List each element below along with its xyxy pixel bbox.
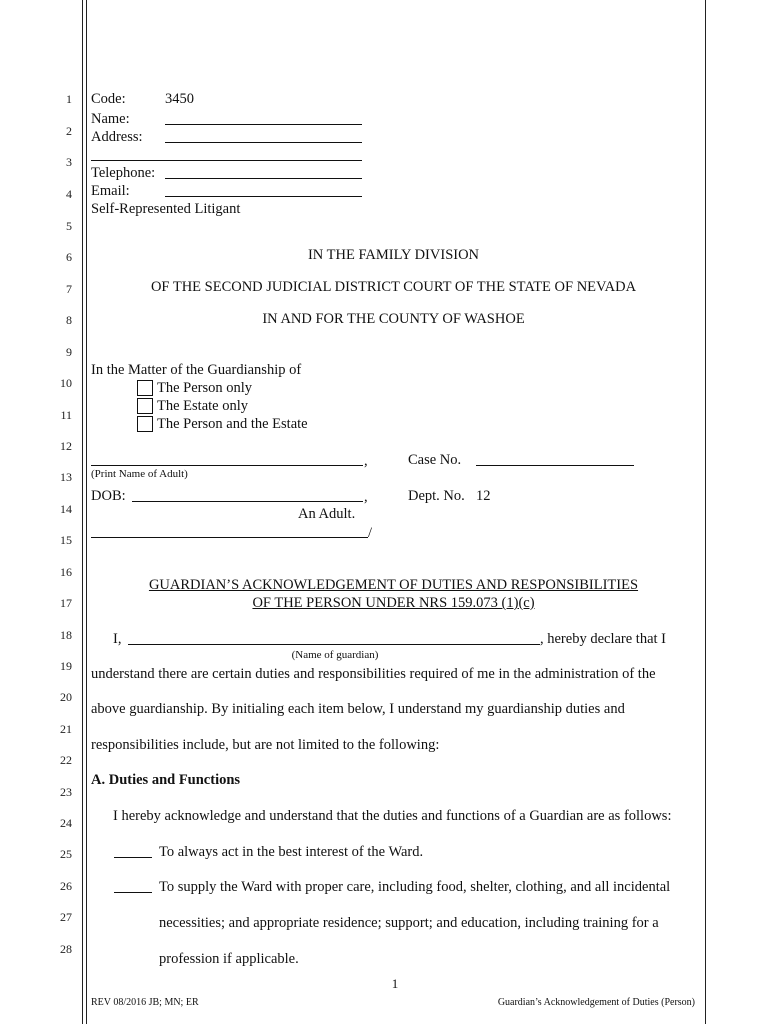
initial-field-1[interactable] (114, 857, 152, 858)
name-field[interactable] (165, 124, 362, 125)
line-number: 7 (66, 282, 72, 296)
line-number: 5 (66, 219, 72, 233)
i-label: I, (113, 631, 122, 647)
dob-label: DOB: (91, 488, 126, 504)
dept-label: Dept. No. (408, 488, 465, 504)
margin-rule-left-inner (86, 0, 87, 1024)
document-title-line-2: OF THE PERSON UNDER NRS 159.073 (1)(c) (252, 595, 535, 611)
body-line-3: above guardianship. By initialing each item below, I understand my guardianship duties and (91, 701, 625, 717)
case-no-label: Case No. (408, 452, 462, 468)
line-number: 16 (60, 565, 72, 579)
initial-field-2[interactable] (114, 892, 152, 893)
line-number: 13 (60, 470, 72, 484)
margin-rule-left (82, 0, 83, 1024)
checkbox-person-and-estate[interactable] (137, 416, 153, 432)
address-field-1[interactable] (165, 142, 362, 143)
checkbox-person-only[interactable] (137, 380, 153, 396)
caption-closing-line (91, 537, 368, 538)
telephone-field[interactable] (165, 178, 362, 179)
line-number: 21 (60, 722, 72, 736)
address-label: Address: (91, 129, 143, 145)
an-adult-label: An Adult. (298, 506, 356, 522)
print-name-hint: (Print Name of Adult) (91, 468, 188, 480)
body-line-4: responsibilities include, but are not limited to the following: (91, 737, 440, 753)
line-number: 8 (66, 313, 72, 327)
line-number: 10 (60, 376, 72, 390)
dob-field[interactable] (132, 501, 363, 502)
option-estate-only: The Estate only (157, 398, 249, 414)
email-label: Email: (91, 183, 130, 199)
item-2-line-2: necessities; and appropriate residence; support; and education, including training for a (159, 915, 659, 931)
court-line-1: IN THE FAMILY DIVISION (307, 247, 480, 263)
option-person-and-estate: The Person and the Estate (157, 416, 308, 432)
dept-value: 12 (476, 488, 491, 504)
page-number: 1 (391, 976, 399, 991)
declare-text: , hereby declare that I (540, 631, 666, 647)
section-a-heading: A. Duties and Functions (91, 772, 241, 788)
item-2-line-3: profession if applicable. (159, 951, 299, 967)
matter-label: In the Matter of the Guardianship of (91, 362, 302, 378)
court-line-2: OF THE SECOND JUDICIAL DISTRICT COURT OF THE STATE OF NEVADA (150, 279, 637, 295)
court-line-3: IN AND FOR THE COUNTY OF WASHOE (262, 311, 525, 327)
code-value: 3450 (165, 91, 194, 107)
acknowledge-text: I hereby acknowledge and understand that the duties and functions of a Guardian are as follows: (113, 808, 672, 824)
guardian-name-field[interactable] (128, 644, 540, 645)
line-number: 15 (60, 533, 72, 547)
line-number: 23 (60, 785, 72, 799)
line-number: 4 (66, 187, 72, 201)
telephone-label: Telephone: (91, 165, 156, 181)
footer-doc-title: Guardian’s Acknowledgement of Duties (Person) (497, 997, 695, 1008)
body-line-2: understand there are certain duties and responsibilities required of me in the administration of the (91, 666, 656, 682)
option-person-only: The Person only (157, 380, 253, 396)
line-number: 9 (66, 345, 72, 359)
line-number: 12 (60, 439, 72, 453)
line-number: 1 (66, 92, 72, 106)
line-number: 18 (60, 628, 72, 642)
line-number: 22 (60, 753, 72, 767)
line-number: 26 (60, 879, 72, 893)
comma: , (364, 489, 368, 505)
item-1-text: To always act in the best interest of the Ward. (159, 844, 424, 860)
line-number: 20 (60, 690, 72, 704)
document-title-line-1: GUARDIAN’S ACKNOWLEDGEMENT OF DUTIES AND RESPONSIBILITIES (148, 577, 639, 593)
line-number: 27 (60, 910, 72, 924)
line-number: 6 (66, 250, 72, 264)
footer-revision: REV 08/2016 JB; MN; ER (91, 997, 199, 1008)
case-no-field[interactable] (476, 465, 634, 466)
comma: , (364, 453, 368, 469)
address-field-2[interactable] (91, 160, 362, 161)
line-number: 19 (60, 659, 72, 673)
line-number: 2 (66, 124, 72, 138)
line-number: 11 (60, 408, 72, 422)
line-number: 3 (66, 155, 72, 169)
caption-slash: / (368, 525, 373, 541)
code-label: Code: (91, 91, 126, 107)
line-number: 28 (60, 942, 72, 956)
item-2-line-1: To supply the Ward with proper care, including food, shelter, clothing, and all incidental (159, 879, 671, 895)
line-number: 17 (60, 596, 72, 610)
guardian-name-hint: (Name of guardian) (291, 649, 379, 661)
line-number: 14 (60, 502, 72, 516)
margin-rule-right (705, 0, 706, 1024)
email-field[interactable] (165, 196, 362, 197)
line-number: 24 (60, 816, 72, 830)
name-label: Name: (91, 111, 130, 127)
litigant-label: Self-Represented Litigant (91, 201, 241, 217)
line-number: 25 (60, 847, 72, 861)
checkbox-estate-only[interactable] (137, 398, 153, 414)
